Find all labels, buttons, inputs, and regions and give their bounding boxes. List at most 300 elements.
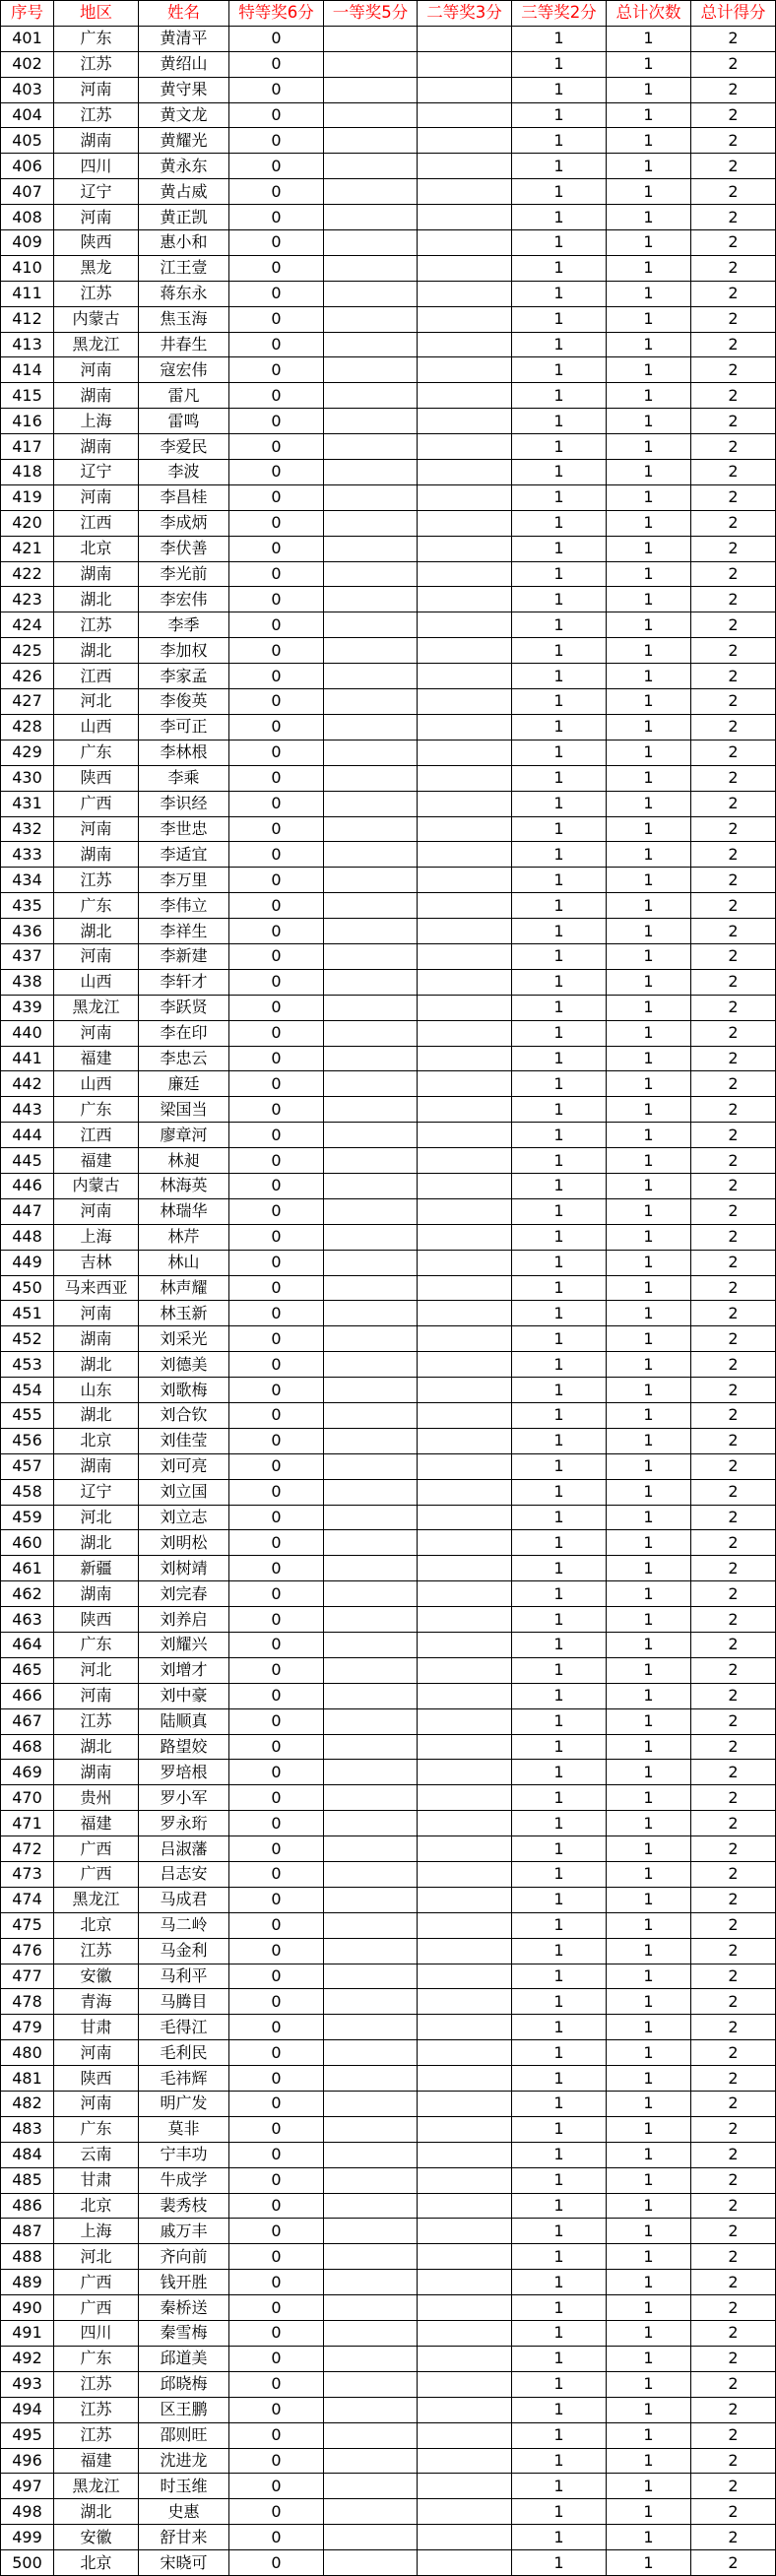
cell-total-score: 2	[691, 612, 776, 638]
cell-region: 甘肃	[54, 2015, 139, 2040]
cell-first-prize	[324, 51, 418, 77]
cell-name: 李乘	[139, 765, 229, 791]
cell-third-prize: 1	[512, 1581, 607, 1607]
cell-total-count: 1	[607, 1173, 691, 1198]
cell-index: 443	[1, 1097, 54, 1123]
cell-first-prize	[324, 2193, 418, 2219]
cell-total-score: 2	[691, 1352, 776, 1378]
cell-region: 河南	[54, 2092, 139, 2117]
cell-total-score: 2	[691, 179, 776, 205]
cell-total-score: 2	[691, 638, 776, 664]
cell-first-prize	[324, 816, 418, 842]
table-row	[1, 536, 776, 561]
cell-name: 刘养启	[139, 1607, 229, 1633]
cell-name: 吕淑藩	[139, 1836, 229, 1862]
cell-total-score: 2	[691, 842, 776, 868]
cell-name: 黄耀光	[139, 128, 229, 154]
cell-second-prize	[418, 1275, 512, 1301]
table-row	[1, 434, 776, 460]
cell-special-prize: 0	[229, 995, 324, 1020]
cell-index: 404	[1, 102, 54, 128]
table-row	[1, 2193, 776, 2219]
cell-region: 河南	[54, 943, 139, 969]
cell-name: 林昶	[139, 1148, 229, 1174]
cell-second-prize	[418, 1887, 512, 1912]
cell-third-prize: 1	[512, 77, 607, 102]
cell-name: 林玉新	[139, 1301, 229, 1326]
cell-name: 宁丰功	[139, 2142, 229, 2167]
table-row	[1, 2116, 776, 2142]
cell-first-prize	[324, 1505, 418, 1530]
cell-second-prize	[418, 536, 512, 561]
cell-region: 湖南	[54, 1326, 139, 1352]
cell-third-prize: 1	[512, 460, 607, 485]
cell-third-prize: 1	[512, 2550, 607, 2576]
cell-third-prize: 1	[512, 536, 607, 561]
cell-total-score: 2	[691, 26, 776, 51]
cell-third-prize: 1	[512, 2270, 607, 2295]
cell-third-prize: 1	[512, 2193, 607, 2219]
cell-total-score: 2	[691, 1938, 776, 1964]
cell-name: 李忠云	[139, 1046, 229, 1071]
cell-region: 广西	[54, 1836, 139, 1862]
cell-index: 423	[1, 587, 54, 612]
cell-region: 黑龙江	[54, 2474, 139, 2499]
cell-total-count: 1	[607, 1887, 691, 1912]
cell-name: 罗永珩	[139, 1811, 229, 1836]
cell-total-score: 2	[691, 740, 776, 765]
cell-second-prize	[418, 1123, 512, 1148]
cell-second-prize	[418, 2448, 512, 2474]
cell-region: 黑龙江	[54, 1887, 139, 1912]
cell-special-prize: 0	[229, 664, 324, 689]
cell-region: 北京	[54, 1912, 139, 1938]
cell-second-prize	[418, 281, 512, 306]
cell-region: 江苏	[54, 612, 139, 638]
cell-total-count: 1	[607, 2397, 691, 2422]
cell-index: 482	[1, 2092, 54, 2117]
cell-index: 412	[1, 306, 54, 332]
cell-total-score: 2	[691, 765, 776, 791]
cell-third-prize: 1	[512, 1938, 607, 1964]
cell-third-prize: 1	[512, 179, 607, 205]
cell-special-prize: 0	[229, 2550, 324, 2576]
cell-second-prize	[418, 2295, 512, 2321]
cell-index: 428	[1, 714, 54, 740]
cell-second-prize	[418, 612, 512, 638]
cell-total-count: 1	[607, 1607, 691, 1633]
cell-second-prize	[418, 2193, 512, 2219]
cell-first-prize	[324, 587, 418, 612]
cell-total-count: 1	[607, 460, 691, 485]
cell-first-prize	[324, 1173, 418, 1198]
cell-index: 437	[1, 943, 54, 969]
cell-region: 福建	[54, 2448, 139, 2474]
cell-total-count: 1	[607, 1657, 691, 1683]
cell-special-prize: 0	[229, 2092, 324, 2117]
cell-third-prize: 1	[512, 102, 607, 128]
cell-index: 439	[1, 995, 54, 1020]
cell-region: 江苏	[54, 2397, 139, 2422]
table-row	[1, 919, 776, 944]
cell-name: 林山	[139, 1250, 229, 1275]
cell-total-score: 2	[691, 587, 776, 612]
cell-total-score: 2	[691, 689, 776, 715]
cell-name: 李光前	[139, 561, 229, 587]
cell-special-prize: 0	[229, 1912, 324, 1938]
cell-first-prize	[324, 740, 418, 765]
cell-total-score: 2	[691, 332, 776, 357]
cell-second-prize	[418, 2346, 512, 2371]
cell-name: 舒甘来	[139, 2525, 229, 2550]
cell-region: 河南	[54, 1683, 139, 1708]
cell-third-prize: 1	[512, 2015, 607, 2040]
cell-third-prize: 1	[512, 434, 607, 460]
cell-total-count: 1	[607, 893, 691, 919]
cell-third-prize: 1	[512, 995, 607, 1020]
cell-special-prize: 0	[229, 969, 324, 995]
cell-name: 邱晓梅	[139, 2371, 229, 2397]
cell-third-prize: 1	[512, 740, 607, 765]
cell-first-prize	[324, 26, 418, 51]
cell-first-prize	[324, 1811, 418, 1836]
cell-second-prize	[418, 1479, 512, 1505]
cell-total-score: 2	[691, 2295, 776, 2321]
cell-first-prize	[324, 969, 418, 995]
cell-special-prize: 0	[229, 1530, 324, 1556]
cell-third-prize: 1	[512, 1887, 607, 1912]
cell-total-count: 1	[607, 2116, 691, 2142]
cell-third-prize: 1	[512, 1275, 607, 1301]
cell-total-score: 2	[691, 77, 776, 102]
cell-special-prize: 0	[229, 1964, 324, 1989]
cell-region: 内蒙古	[54, 306, 139, 332]
cell-name: 李伟立	[139, 893, 229, 919]
cell-second-prize	[418, 561, 512, 587]
cell-special-prize: 0	[229, 2448, 324, 2474]
cell-special-prize: 0	[229, 612, 324, 638]
cell-name: 刘中豪	[139, 1683, 229, 1708]
cell-special-prize: 0	[229, 689, 324, 715]
cell-region: 广东	[54, 2346, 139, 2371]
table-row	[1, 1607, 776, 1633]
cell-name: 牛成学	[139, 2167, 229, 2193]
cell-third-prize: 1	[512, 2499, 607, 2525]
cell-second-prize	[418, 1964, 512, 1989]
cell-third-prize: 1	[512, 2474, 607, 2499]
cell-total-score: 2	[691, 1198, 776, 1224]
cell-special-prize: 0	[229, 510, 324, 536]
cell-second-prize	[418, 128, 512, 154]
cell-third-prize: 1	[512, 842, 607, 868]
cell-total-count: 1	[607, 969, 691, 995]
cell-second-prize	[418, 2422, 512, 2448]
cell-total-count: 1	[607, 919, 691, 944]
cell-total-count: 1	[607, 1071, 691, 1097]
cell-name: 马成君	[139, 1887, 229, 1912]
cell-name: 戚万丰	[139, 2219, 229, 2244]
cell-name: 井春生	[139, 332, 229, 357]
cell-total-count: 1	[607, 2167, 691, 2193]
cell-total-count: 1	[607, 1301, 691, 1326]
cell-name: 罗小军	[139, 1785, 229, 1811]
cell-total-score: 2	[691, 357, 776, 383]
cell-total-count: 1	[607, 612, 691, 638]
cell-total-score: 2	[691, 2346, 776, 2371]
cell-special-prize: 0	[229, 1097, 324, 1123]
cell-name: 李季	[139, 612, 229, 638]
cell-special-prize: 0	[229, 357, 324, 383]
cell-name: 蒋东永	[139, 281, 229, 306]
cell-second-prize	[418, 2142, 512, 2167]
cell-index: 409	[1, 230, 54, 256]
cell-total-count: 1	[607, 1785, 691, 1811]
cell-total-score: 2	[691, 1097, 776, 1123]
cell-second-prize	[418, 2550, 512, 2576]
cell-first-prize	[324, 842, 418, 868]
table-row	[1, 409, 776, 434]
table-row	[1, 1097, 776, 1123]
cell-total-score: 2	[691, 1760, 776, 1785]
cell-total-score: 2	[691, 1734, 776, 1760]
table-row	[1, 664, 776, 689]
cell-first-prize	[324, 1912, 418, 1938]
cell-special-prize: 0	[229, 1836, 324, 1862]
cell-index: 406	[1, 154, 54, 179]
cell-first-prize	[324, 1530, 418, 1556]
table-row	[1, 1148, 776, 1174]
cell-total-count: 1	[607, 1123, 691, 1148]
cell-third-prize: 1	[512, 2448, 607, 2474]
cell-region: 山西	[54, 1071, 139, 1097]
cell-first-prize	[324, 255, 418, 281]
cell-third-prize: 1	[512, 26, 607, 51]
table-row	[1, 460, 776, 485]
cell-name: 马腾目	[139, 1989, 229, 2015]
cell-region: 湖北	[54, 919, 139, 944]
cell-special-prize: 0	[229, 2219, 324, 2244]
cell-first-prize	[324, 1862, 418, 1888]
table-row	[1, 2040, 776, 2066]
cell-second-prize	[418, 1071, 512, 1097]
cell-total-count: 1	[607, 1760, 691, 1785]
cell-first-prize	[324, 1378, 418, 1403]
cell-total-count: 1	[607, 2499, 691, 2525]
table-row	[1, 51, 776, 77]
cell-name: 毛得江	[139, 2015, 229, 2040]
cell-special-prize: 0	[229, 1479, 324, 1505]
cell-second-prize	[418, 664, 512, 689]
cell-second-prize	[418, 1657, 512, 1683]
cell-index: 478	[1, 1989, 54, 2015]
cell-third-prize: 1	[512, 2116, 607, 2142]
cell-name: 时玉维	[139, 2474, 229, 2499]
cell-region: 上海	[54, 2219, 139, 2244]
cell-index: 414	[1, 357, 54, 383]
cell-index: 449	[1, 1250, 54, 1275]
cell-special-prize: 0	[229, 1887, 324, 1912]
cell-first-prize	[324, 409, 418, 434]
cell-total-count: 1	[607, 383, 691, 409]
cell-third-prize: 1	[512, 1505, 607, 1530]
cell-first-prize	[324, 2422, 418, 2448]
cell-second-prize	[418, 1938, 512, 1964]
cell-special-prize: 0	[229, 460, 324, 485]
cell-second-prize	[418, 1173, 512, 1198]
cell-region: 河北	[54, 2244, 139, 2270]
table-row	[1, 2346, 776, 2371]
cell-name: 明广发	[139, 2092, 229, 2117]
table-row	[1, 1020, 776, 1046]
cell-total-score: 2	[691, 1046, 776, 1071]
cell-index: 453	[1, 1352, 54, 1378]
cell-index: 447	[1, 1198, 54, 1224]
cell-index: 488	[1, 2244, 54, 2270]
cell-second-prize	[418, 510, 512, 536]
cell-special-prize: 0	[229, 1607, 324, 1633]
table-row	[1, 77, 776, 102]
table-row	[1, 179, 776, 205]
cell-total-score: 2	[691, 2321, 776, 2347]
cell-second-prize	[418, 1989, 512, 2015]
cell-third-prize: 1	[512, 2092, 607, 2117]
cell-third-prize: 1	[512, 2167, 607, 2193]
cell-third-prize: 1	[512, 484, 607, 510]
cell-special-prize: 0	[229, 2015, 324, 2040]
cell-index: 448	[1, 1224, 54, 1250]
cell-second-prize	[418, 2525, 512, 2550]
table-row	[1, 740, 776, 765]
table-row	[1, 868, 776, 893]
cell-index: 467	[1, 1708, 54, 1734]
cell-index: 484	[1, 2142, 54, 2167]
cell-special-prize: 0	[229, 2116, 324, 2142]
table-row	[1, 1785, 776, 1811]
cell-second-prize	[418, 179, 512, 205]
table-row	[1, 2244, 776, 2270]
cell-total-count: 1	[607, 1734, 691, 1760]
cell-total-score: 2	[691, 1581, 776, 1607]
cell-total-score: 2	[691, 816, 776, 842]
cell-region: 安徽	[54, 1964, 139, 1989]
cell-first-prize	[324, 689, 418, 715]
cell-total-count: 1	[607, 587, 691, 612]
cell-second-prize	[418, 409, 512, 434]
cell-index: 430	[1, 765, 54, 791]
cell-total-score: 2	[691, 1224, 776, 1250]
cell-third-prize: 1	[512, 1607, 607, 1633]
table-row	[1, 1352, 776, 1378]
cell-total-count: 1	[607, 714, 691, 740]
cell-region: 广西	[54, 2295, 139, 2321]
cell-third-prize: 1	[512, 2295, 607, 2321]
cell-first-prize	[324, 536, 418, 561]
cell-name: 刘增才	[139, 1657, 229, 1683]
cell-region: 山西	[54, 714, 139, 740]
cell-third-prize: 1	[512, 1912, 607, 1938]
cell-index: 468	[1, 1734, 54, 1760]
cell-region: 山东	[54, 1378, 139, 1403]
cell-first-prize	[324, 2116, 418, 2142]
cell-second-prize	[418, 1708, 512, 1734]
cell-total-score: 2	[691, 2499, 776, 2525]
cell-second-prize	[418, 26, 512, 51]
cell-second-prize	[418, 868, 512, 893]
cell-name: 史惠	[139, 2499, 229, 2525]
cell-total-count: 1	[607, 1836, 691, 1862]
table-row	[1, 1479, 776, 1505]
cell-total-score: 2	[691, 1633, 776, 1658]
cell-first-prize	[324, 1708, 418, 1734]
cell-name: 惠小和	[139, 230, 229, 256]
cell-total-count: 1	[607, 255, 691, 281]
cell-total-count: 1	[607, 842, 691, 868]
cell-total-score: 2	[691, 919, 776, 944]
cell-name: 寇宏伟	[139, 357, 229, 383]
cell-index: 419	[1, 484, 54, 510]
cell-index: 480	[1, 2040, 54, 2066]
cell-index: 427	[1, 689, 54, 715]
cell-name: 李新建	[139, 943, 229, 969]
cell-total-count: 1	[607, 765, 691, 791]
cell-name: 秦桥送	[139, 2295, 229, 2321]
cell-second-prize	[418, 1836, 512, 1862]
cell-special-prize: 0	[229, 638, 324, 664]
cell-third-prize: 1	[512, 1530, 607, 1556]
cell-first-prize	[324, 995, 418, 1020]
cell-first-prize	[324, 1938, 418, 1964]
cell-special-prize: 0	[229, 816, 324, 842]
cell-region: 河南	[54, 357, 139, 383]
cell-name: 马利平	[139, 1964, 229, 1989]
table-row	[1, 765, 776, 791]
cell-first-prize	[324, 1683, 418, 1708]
cell-third-prize: 1	[512, 2219, 607, 2244]
cell-special-prize: 0	[229, 1301, 324, 1326]
cell-special-prize: 0	[229, 2397, 324, 2422]
cell-second-prize	[418, 587, 512, 612]
cell-name: 黄文龙	[139, 102, 229, 128]
cell-total-count: 1	[607, 1428, 691, 1453]
cell-total-count: 1	[607, 409, 691, 434]
cell-special-prize: 0	[229, 1633, 324, 1658]
cell-region: 河南	[54, 484, 139, 510]
cell-special-prize: 0	[229, 1071, 324, 1097]
table-row	[1, 2474, 776, 2499]
cell-special-prize: 0	[229, 154, 324, 179]
cell-name: 李宏伟	[139, 587, 229, 612]
cell-third-prize: 1	[512, 1046, 607, 1071]
cell-index: 489	[1, 2270, 54, 2295]
cell-index: 462	[1, 1581, 54, 1607]
cell-index: 455	[1, 1402, 54, 1428]
cell-total-score: 2	[691, 2397, 776, 2422]
cell-second-prize	[418, 1250, 512, 1275]
cell-total-count: 1	[607, 561, 691, 587]
cell-index: 424	[1, 612, 54, 638]
cell-third-prize: 1	[512, 2397, 607, 2422]
cell-name: 陆顺真	[139, 1708, 229, 1734]
cell-total-count: 1	[607, 2142, 691, 2167]
cell-second-prize	[418, 740, 512, 765]
cell-total-count: 1	[607, 740, 691, 765]
cell-total-score: 2	[691, 2219, 776, 2244]
cell-first-prize	[324, 1479, 418, 1505]
cell-region: 江苏	[54, 2371, 139, 2397]
cell-first-prize	[324, 154, 418, 179]
cell-second-prize	[418, 434, 512, 460]
cell-index: 426	[1, 664, 54, 689]
